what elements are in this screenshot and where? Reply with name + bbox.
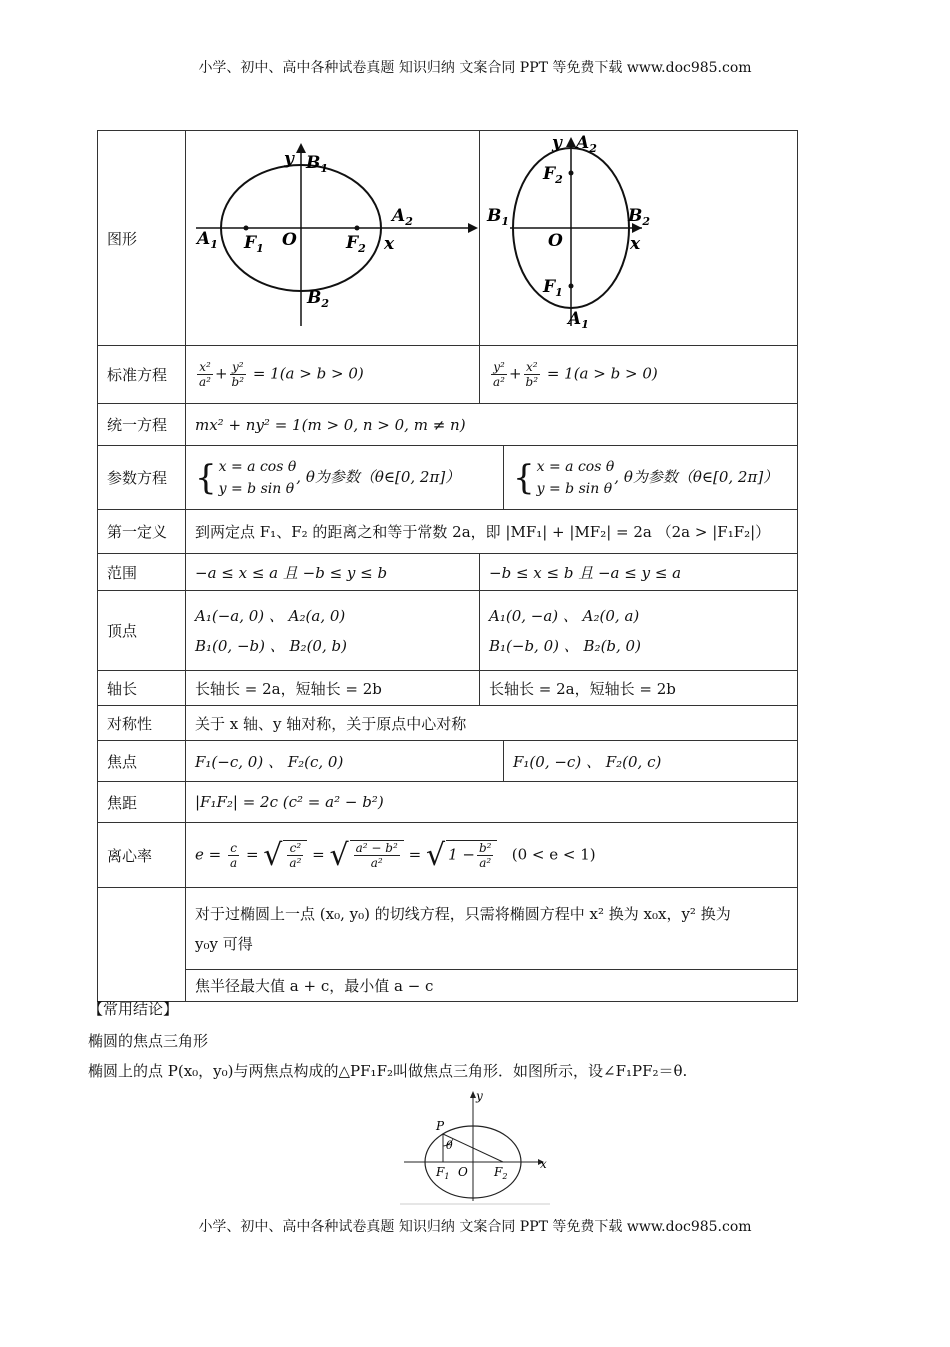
label-F1: $F_1$ [244, 233, 264, 255]
focal-triangle-figure [398, 1086, 552, 1208]
standard-equation-horizontal: $\frac{\text{x²}}{\text{a²}}$ + $\frac{\text{y²}}{\text{b²}}$ = 1(a > b > 0) [186, 346, 480, 404]
y-axis-label: y [476, 1089, 483, 1103]
table-row [98, 706, 798, 741]
origin-label: O [282, 230, 297, 250]
label-F2: $F_2$ [543, 164, 563, 186]
table-row [98, 554, 798, 591]
foci-horizontal: F₁(−c, 0) 、 F₂(c, 0) [186, 741, 504, 782]
table-row [98, 741, 798, 782]
origin-label: O [458, 1165, 468, 1179]
table-row [98, 591, 798, 671]
row-label: 焦距 [98, 782, 186, 823]
horizontal-ellipse-figure [186, 131, 480, 341]
x-axis-label: x [384, 234, 395, 254]
row-label: 第一定义 [98, 510, 186, 554]
label-F1: $F_1$ [543, 277, 563, 299]
vertical-ellipse-figure [480, 131, 798, 341]
row-label-empty [98, 888, 186, 1002]
label-A1: $A_1$ [197, 229, 218, 251]
x-axis-label: x [630, 234, 641, 254]
x-axis-label: x [540, 1157, 547, 1171]
row-label: 图形 [98, 131, 186, 346]
row-label: 焦点 [98, 741, 186, 782]
table-row [98, 782, 798, 823]
table-row [98, 970, 798, 1002]
figure-cell [186, 131, 480, 346]
label-F2: $F_2$ [346, 233, 366, 255]
table-row [98, 404, 798, 446]
row-label: 顶点 [98, 591, 186, 671]
range-vertical: −b ≤ x ≤ b 且 −a ≤ y ≤ a [480, 554, 798, 591]
table-row [98, 346, 798, 404]
label-B1: $B_1$ [487, 206, 510, 228]
sub-heading: 椭圆的焦点三角形 [88, 1032, 209, 1050]
figure-cell [480, 131, 798, 346]
unified-equation: mx² + ny² = 1(m > 0, n > 0, m ≠ n) [186, 404, 798, 446]
y-axis-label: y [552, 133, 562, 153]
range-horizontal: −a ≤ x ≤ a 且 −b ≤ y ≤ b [186, 554, 480, 591]
table-row [98, 671, 798, 706]
tangent-line-note: 对于过椭圆上一点 (x₀, y₀) 的切线方程，只需将椭圆方程中 x² 换为 x₀x，y² 换为 y₀y 可得 [186, 888, 798, 970]
focal-radius-note: 焦半径最大值 a + c，最小值 a − c [186, 970, 798, 1002]
row-label: 轴长 [98, 671, 186, 706]
body-paragraph: 椭圆上的点 P(x₀，y₀)与两焦点构成的△PF₁F₂叫做焦点三角形．如图所示，设∠F₁PF₂＝θ. [88, 1062, 688, 1080]
theta-label: θ [446, 1139, 453, 1152]
first-definition-text: 到两定点 F₁、F₂ 的距离之和等于常数 2a，即 |MF₁| + |MF₂| = 2a （2a > |F₁F₂|） [186, 510, 798, 554]
table-row [98, 510, 798, 554]
symmetry-text: 关于 x 轴、y 轴对称，关于原点中心对称 [186, 706, 798, 741]
label-A2: $A_2$ [576, 133, 597, 155]
parametric-equation-left: { x = a cos θ y = b sin θ , θ为参数（θ∈[0, 2π]） [186, 446, 504, 510]
row-label: 参数方程 [98, 446, 186, 510]
focal-distance: |F₁F₂| = 2c (c² = a² − b²) [186, 782, 798, 823]
standard-equation-vertical: $\frac{\text{y²}}{\text{a²}}$ + $\frac{\text{x²}}{\text{b²}}$ = 1(a > b > 0) [480, 346, 798, 404]
page-footer: 小学、初中、高中各种试卷真题 知识归纳 文案合同 PPT 等免费下载 www.doc985.com [198, 1219, 752, 1235]
foci-vertical: F₁(0, −c) 、 F₂(0, c) [504, 741, 798, 782]
row-label: 离心率 [98, 823, 186, 888]
axis-length-horizontal: 长轴长 = 2a，短轴长 = 2b [186, 671, 480, 706]
label-F2: $F_2$ [494, 1165, 508, 1181]
table-row [98, 131, 798, 346]
row-label: 范围 [98, 554, 186, 591]
label-B2: $B_2$ [628, 206, 651, 228]
table-row [98, 888, 798, 970]
table-row [98, 823, 798, 888]
row-label: 标准方程 [98, 346, 186, 404]
page-header: 小学、初中、高中各种试卷真题 知识归纳 文案合同 PPT 等免费下载 www.doc985.com [198, 60, 752, 76]
label-A2: $A_2$ [392, 206, 413, 228]
table-row [98, 446, 798, 510]
eccentricity-formula: e = $\frac{c}{a}$ = √ $\frac{\text{c²}}{\text{a²}}$ = √ $\frac{\text{a² − b²}}{\text{a²}}$ = √ 1 − $\frac{\text{b²}}{\text{a²}}$ (0 < e < 1) [186, 823, 798, 888]
row-label: 统一方程 [98, 404, 186, 446]
point-P-label: P [436, 1119, 445, 1133]
parametric-equation-right: { x = a cos θ y = b sin θ , θ为参数（θ∈[0, 2π]） [504, 446, 798, 510]
vertices-vertical: A₁(0, −a) 、 A₂(0, a) B₁(−b, 0) 、 B₂(b, 0) [480, 591, 798, 671]
label-A1: $A_1$ [568, 309, 589, 331]
label-B2: $B_2$ [307, 288, 330, 310]
ellipse-properties-table [97, 130, 798, 1002]
y-axis-label: y [284, 149, 294, 169]
label-F1: $F_1$ [436, 1165, 450, 1181]
origin-label: O [548, 231, 563, 251]
vertices-horizontal: A₁(−a, 0) 、 A₂(a, 0) B₁(0, −b) 、 B₂(0, b) [186, 591, 480, 671]
section-heading: 【常用结论】 [88, 1000, 179, 1018]
axis-length-vertical: 长轴长 = 2a，短轴长 = 2b [480, 671, 798, 706]
label-B1: $B_1$ [306, 153, 329, 175]
row-label: 对称性 [98, 706, 186, 741]
